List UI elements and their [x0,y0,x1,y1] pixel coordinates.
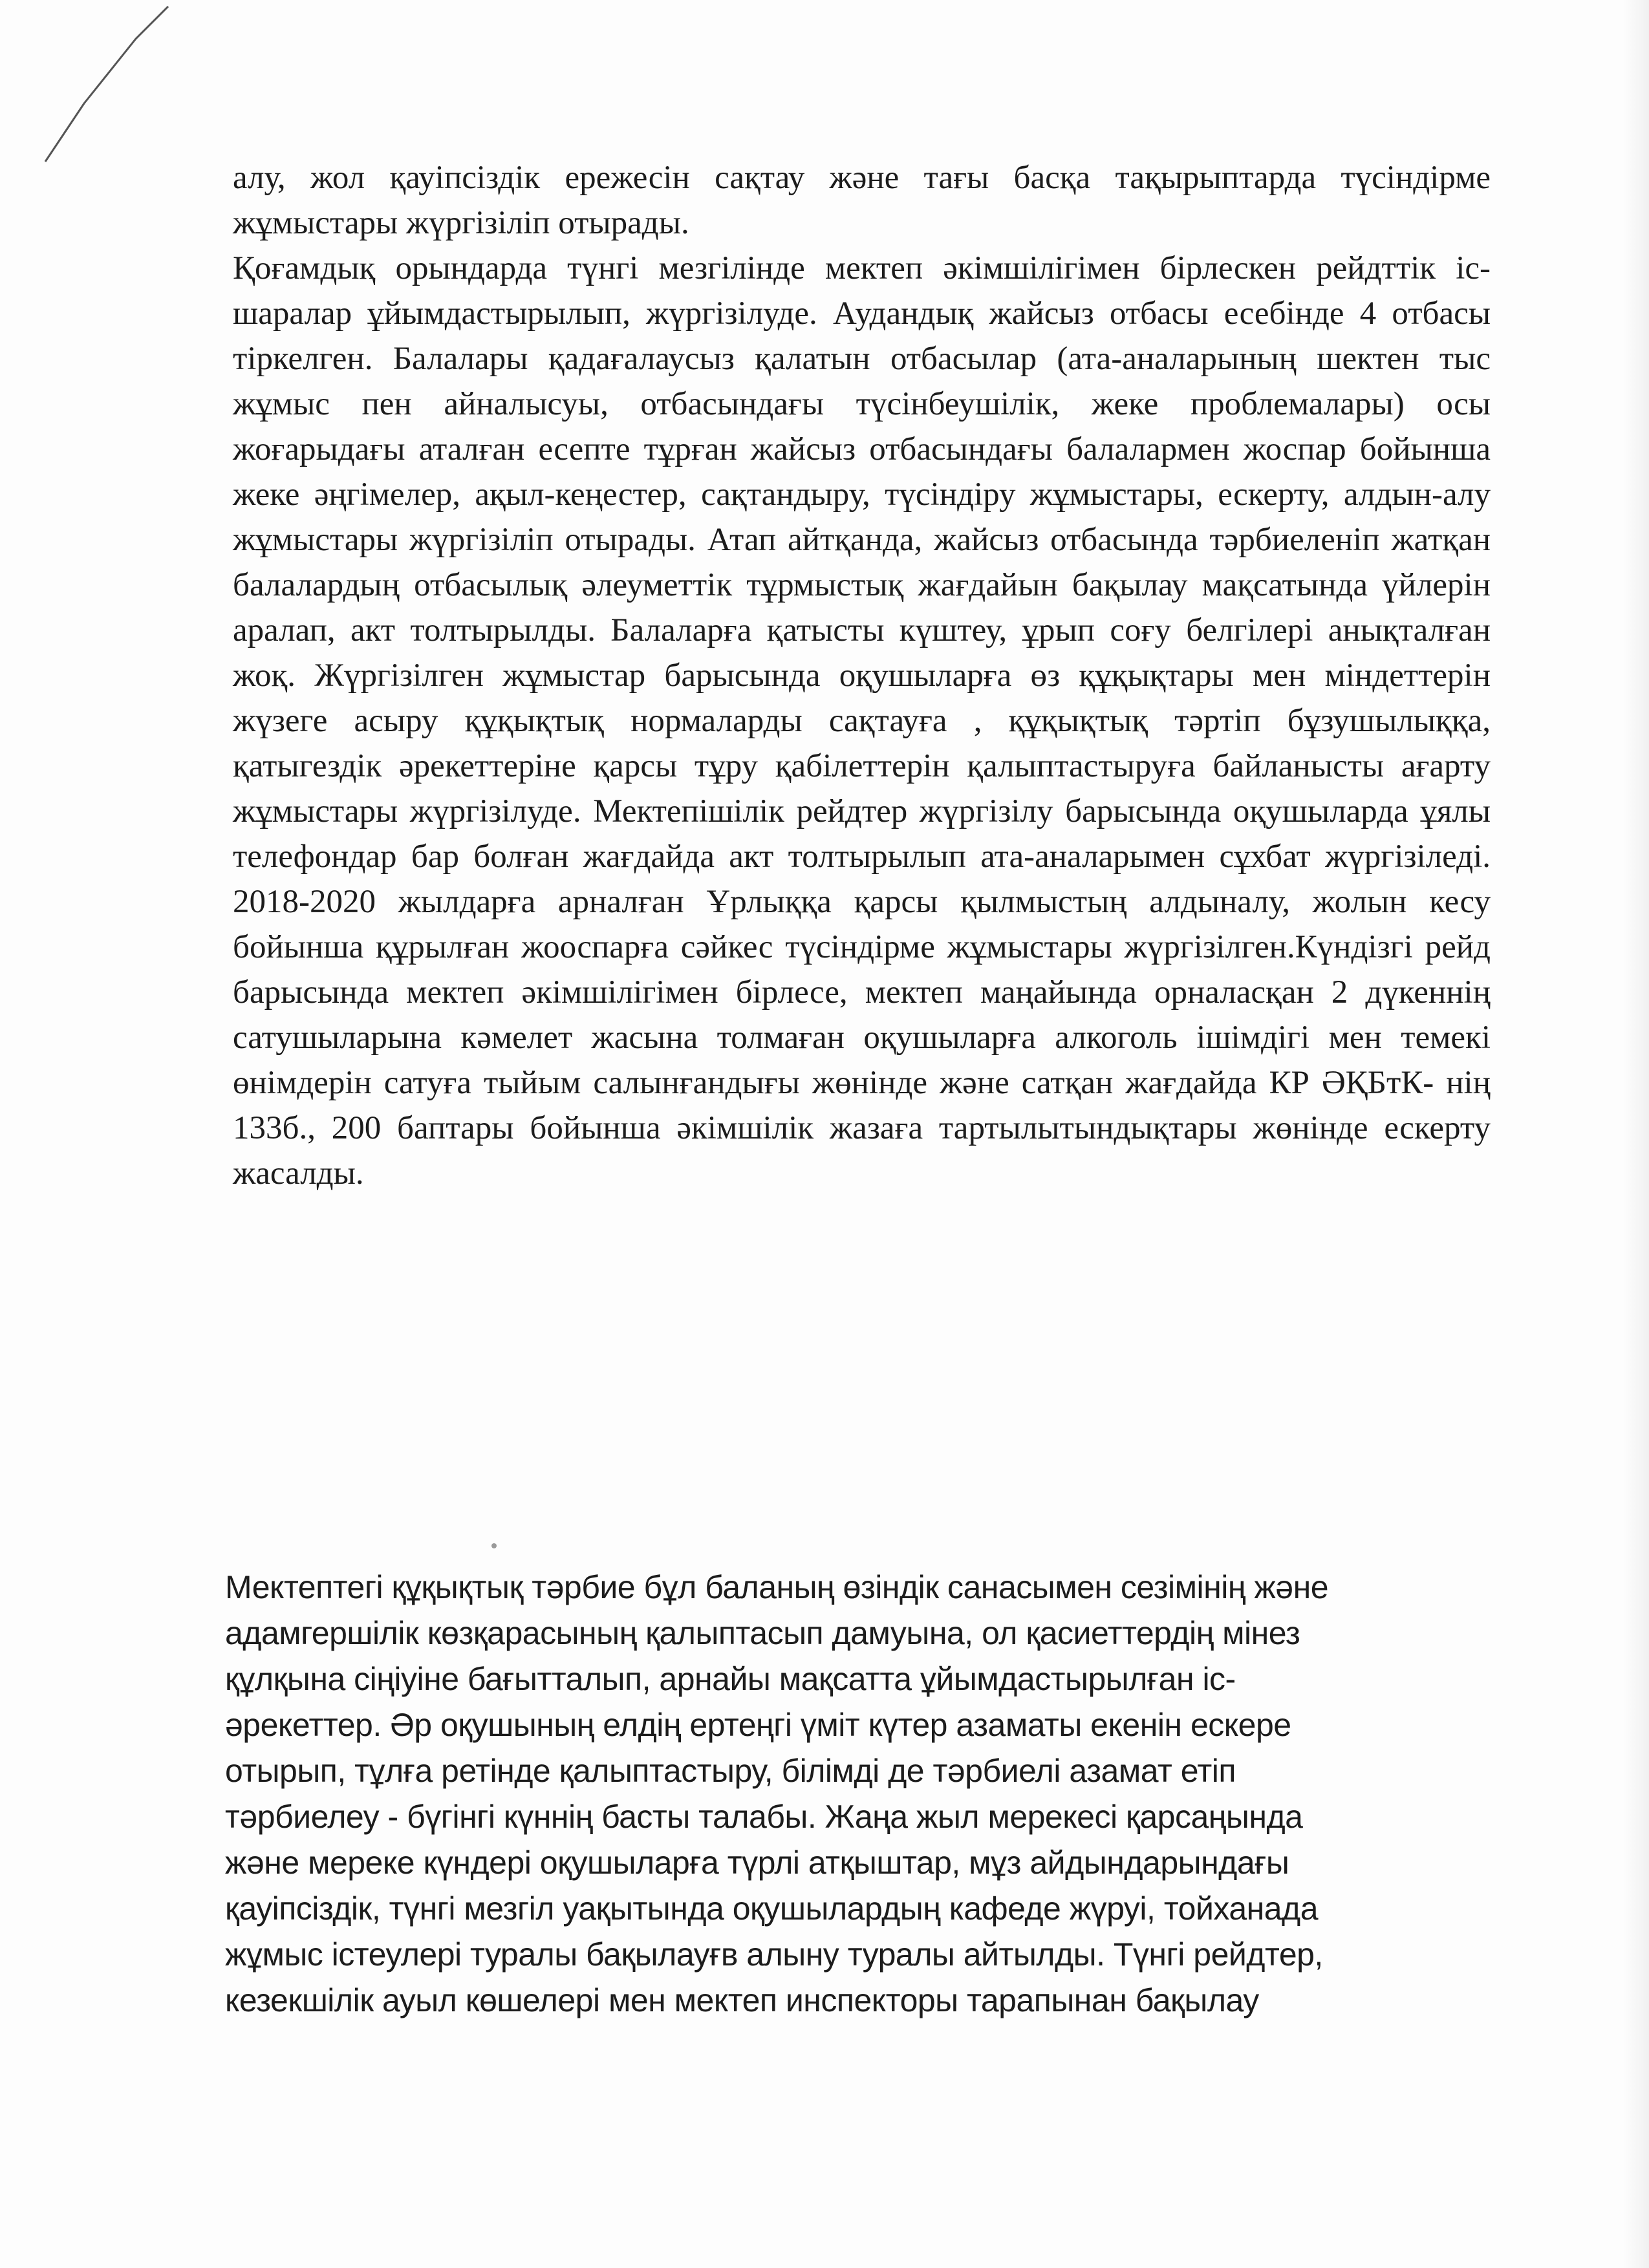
scan-stroke-mark [39,0,181,233]
page-edge-shadow [1623,0,1649,2268]
text-line: қауіпсіздік, түнгі мезгіл уақытында оқушылардың кафеде жүруі, тойханада [225,1890,1319,1927]
text-line: Мектептегі құқықтық тәрбие бұл баланың өзіндік санасымен сезімінің және [225,1569,1329,1605]
paragraph-block-one [233,155,1491,1196]
text-line: адамгершілік көзқарасының қалыптасып дамуына, ол қасиеттердің мінез [225,1615,1300,1651]
text-line: отырып, тұлға ретінде қалыптастыру, білімді де тәрбиелі азамат етіп [225,1753,1236,1789]
text-line: тәрбиелеу - бүгінгі күннің басты талабы. Жаңа жыл мерекесі қарсаңында [225,1799,1303,1835]
text-line: әрекеттер. Әр оқушының елдің ертеңгі үміт күтер азаматы екенін ескере [225,1707,1291,1743]
text-line: және мереке күндері оқушыларға түрлі атқыштар, мұз айдындарындағы [225,1845,1289,1881]
scan-speck [491,1543,497,1548]
paragraph: алу, жол қауіпсіздік ережесін сақтау және тағы басқа тақырыптарда түсіндірме жұмыстары жүргізіліп отырады. [233,160,1491,241]
text-line: жұмыс істеулері туралы бақылауғв алыну туралы айтылды. Түнгі рейдтер, [225,1936,1323,1973]
text-line: кезекшілік ауыл көшелері мен мектеп инспекторы тарапынан бақылау [225,1982,1259,2018]
paragraph-block-two [225,1565,1473,2024]
paragraph: Қоғамдық орындарда түнгі мезгілінде мектеп әкімшілігімен бірлескен рейдттік іс-шаралар ұйымдастырылып, жүргізілуде. Аудандық жайсыз отбасы есебінде 4 отбасы тіркелген. Балалары қадағалаусыз қалатын отбасылар (ата-аналарының шектен тыс жұмыс пен айналысуы, отбасындағы түсінбеушілік, жеке проблемалары) осы жоғарыдағы аталған есепте тұрған жайсыз отбасындағы балалармен жоспар бойынша жеке әңгімелер, ақыл-кеңестер, сақтандыру, түсіндіру жұмыстары, ескерту, алдын-алу жұмыстары жүргізіліп отырады. Атап айтқанда, жайсыз отбасында тәрбиеленіп жатқан балалардың отбасылық әлеуметтік тұрмыстық жағдайын бақылау мақсатында үйлерін аралап, акт толтырылды. Балаларға қатысты күштеу, ұрып соғу белгілері анықталған жоқ. Жүргізілген жұмыстар барысында оқушыларға өз құқықтары мен міндеттерін жүзеге асыру құқықтық нормаларды сақтауға , құқықтық тәртіп бұзушылыққа, қатыгездік әрекеттеріне қарсы тұру қабілеттерін қалыптастыруға байланысты ағарту жұмыстары жүргізілуде. Мектепішілік рейдтер жүргізілу барысында оқушыларда ұялы телефондар бар болған жағдайда акт толтырылып ата-аналарымен сұхбат жүргізіледі. 2018-2020 жылдарға арналған Ұрлыққа қарсы қылмыстың алдыналу, жолын кесу бойынша құрылған жооспарға сәйкес түсіндірме жұмыстары жүргізілген.Күндізгі рейд барысында мектеп әкімшілігімен бірлесе, мектеп маңайында орналасқан 2 дүкеннің сатушыларына кәмелет жасына толмаған оқушыларға алкоголь ішімдігі мен темекі өнімдерін сатуға тыйым салынғандығы жөнінде және сатқан жағдайда КР ӘҚБтК- нің 133б., 200 баптары бойынша әкімшілік жазаға тартылытындықтары жөнінде ескерту жасалды. [233,250,1491,1192]
text-line: құлқына сіңіуіне бағытталып, арнайы мақсатта ұйымдастырылған іс- [225,1661,1236,1697]
